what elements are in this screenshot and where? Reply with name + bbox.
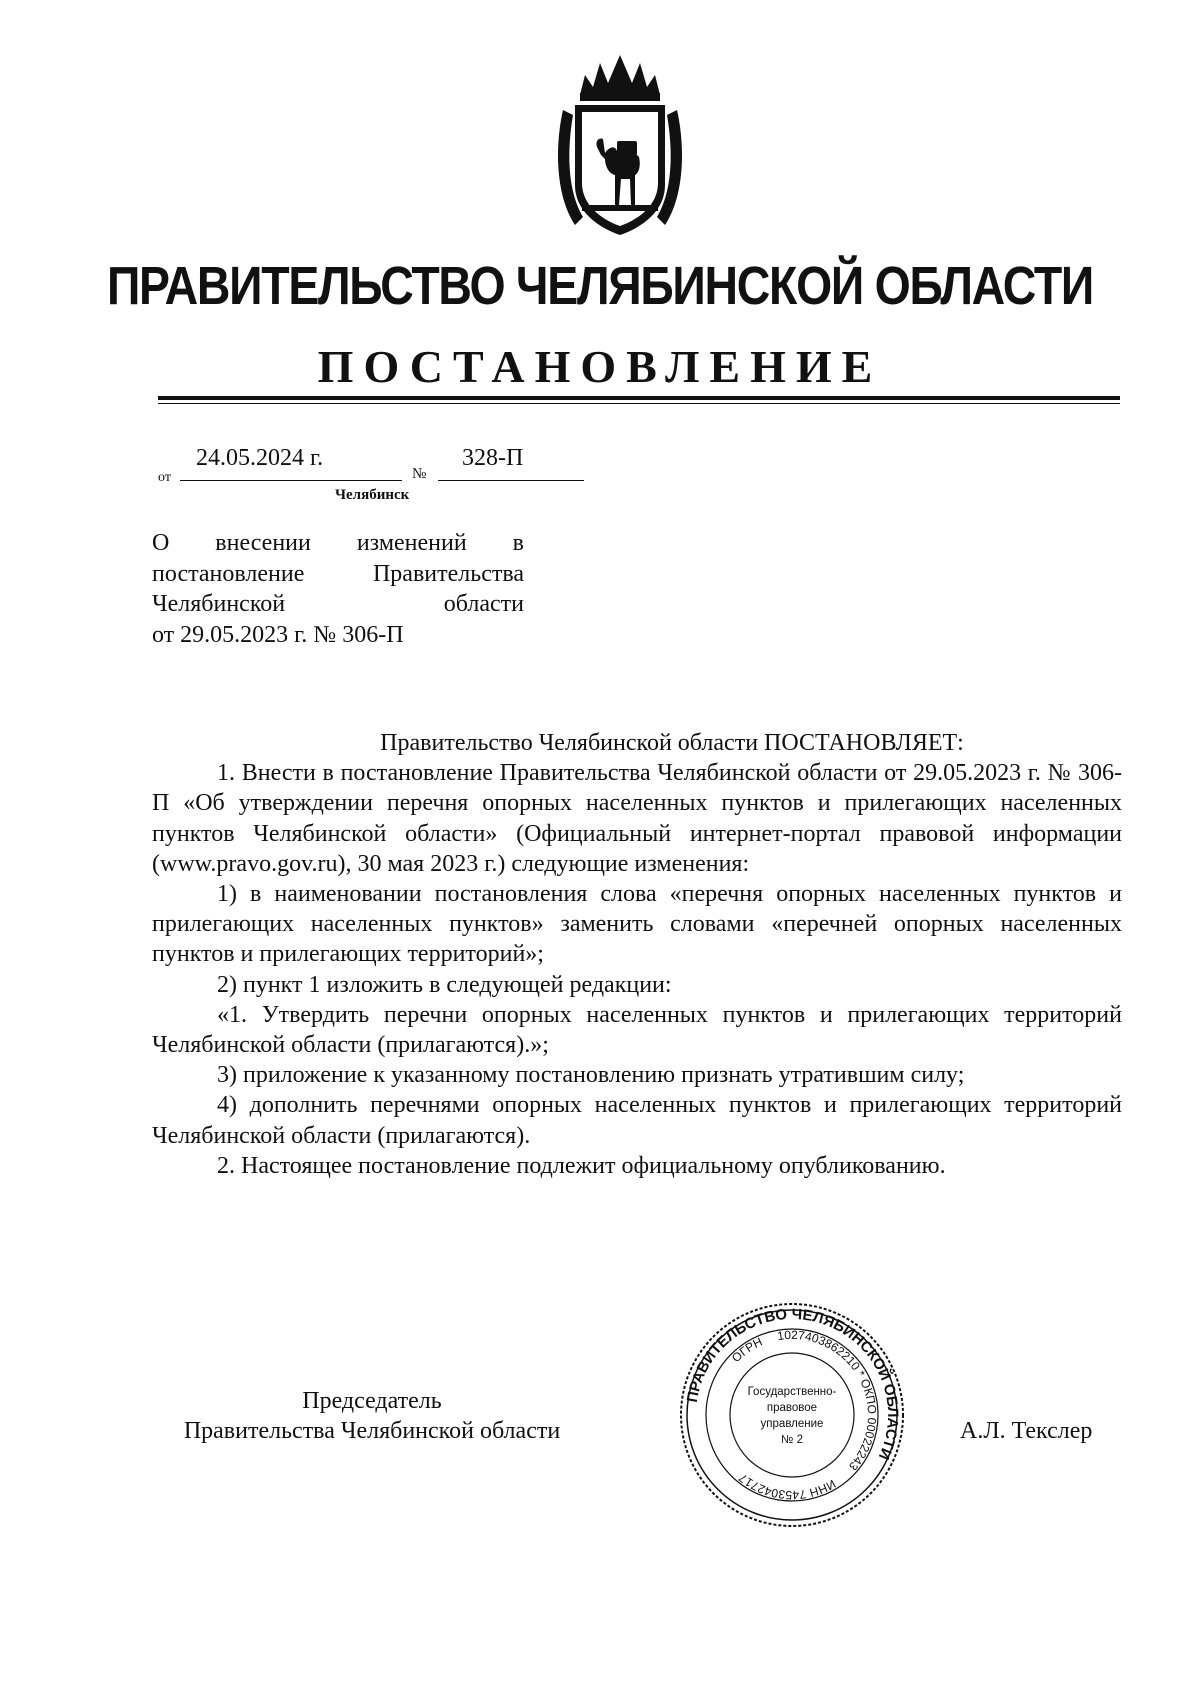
body-paragraph: 2) пункт 1 изложить в следующей редакции: [217,971,672,998]
subject-line: от 29.05.2023 г. № 306-П [152,621,404,648]
number-label: № [412,466,427,482]
preamble: Правительство Челябинской области ПОСТАНОВЛЯЕТ: [380,730,964,756]
document-body [152,728,1122,1181]
subject-line: постановление Правительства [152,560,524,587]
header-rule-thick [158,396,1120,400]
seal-center-line: управление [760,1418,824,1430]
seal-center-line: № 2 [781,1434,803,1446]
seal-outer-text: ПРАВИТЕЛЬСТВО ЧЕЛЯБИНСКОЙ ОБЛАСТИ [683,1305,902,1463]
subject-line: О внесении изменений в [152,530,524,556]
seal-ring-top-text: 1027403862210 * ОКПО 00022243 [776,1327,880,1474]
document-number: 328-П [462,445,524,471]
seal-center-line: правовое [766,1402,818,1414]
subject-line: Челябинской области [152,591,524,617]
body-paragraph: «1. Утвердить перечни опорных населенных пунктов и прилегающих территорий Челябинской области (прилагаются).»; [152,1001,1122,1059]
signatory-title-line: Председатель [302,1388,442,1414]
seal-ogrn-label: ОГРН [728,1334,765,1366]
document-date: 24.05.2024 г. [196,445,324,471]
body-paragraph: 2. Настоящее постановление подлежит официальному опубликованию. [217,1152,946,1179]
city-label: Челябинск [335,487,410,503]
header-rule-thin [158,403,1120,404]
body-paragraph: 4) дополнить перечнями опорных населенных пунктов и прилегающих территорий Челябинской области (прилагаются). [152,1092,1122,1149]
body-paragraph: 3) приложение к указанному постановлению признать утратившим силу; [217,1062,965,1089]
signatory-title [152,1386,592,1446]
official-seal-icon [677,1300,907,1530]
date-prefix-label: от [158,470,171,485]
body-paragraph: 1) в наименовании постановления слова «перечня опорных населенных пунктов и прилегающих населенных пунктов» заменить словами «перечней опорных населенных пунктов и прилегающих территорий»; [152,881,1122,968]
body-paragraph: 1. Внести в постановление Правительства Челябинской области от 29.05.2023 г. № 306-П «Об утверждении перечня опорных населенных пунктов и прилегающих населенных пунктов Челябинской области» (Официальный интернет-портал правовой информации (www.pravo.gov.ru), 30 мая 2023 г.) следующие изменения: [152,760,1122,877]
seal-ring-bottom-text: ИНН 7453042717 [736,1470,839,1503]
seal-center-line: Государственно- [747,1386,837,1398]
document-type: ПОСТАНОВЛЕНИЕ [317,341,883,392]
organization-title: ПРАВИТЕЛЬСТВО ЧЕЛЯБИНСКОЙ ОБЛАСТИ [106,256,1094,316]
coat-of-arms-icon [555,55,685,240]
date-underline [180,480,402,481]
document-subject [152,528,524,650]
signatory-title-line: Правительства Челябинской области [183,1418,561,1444]
signatory-name: А.Л. Текслер [960,1418,1093,1444]
number-underline [438,480,584,481]
